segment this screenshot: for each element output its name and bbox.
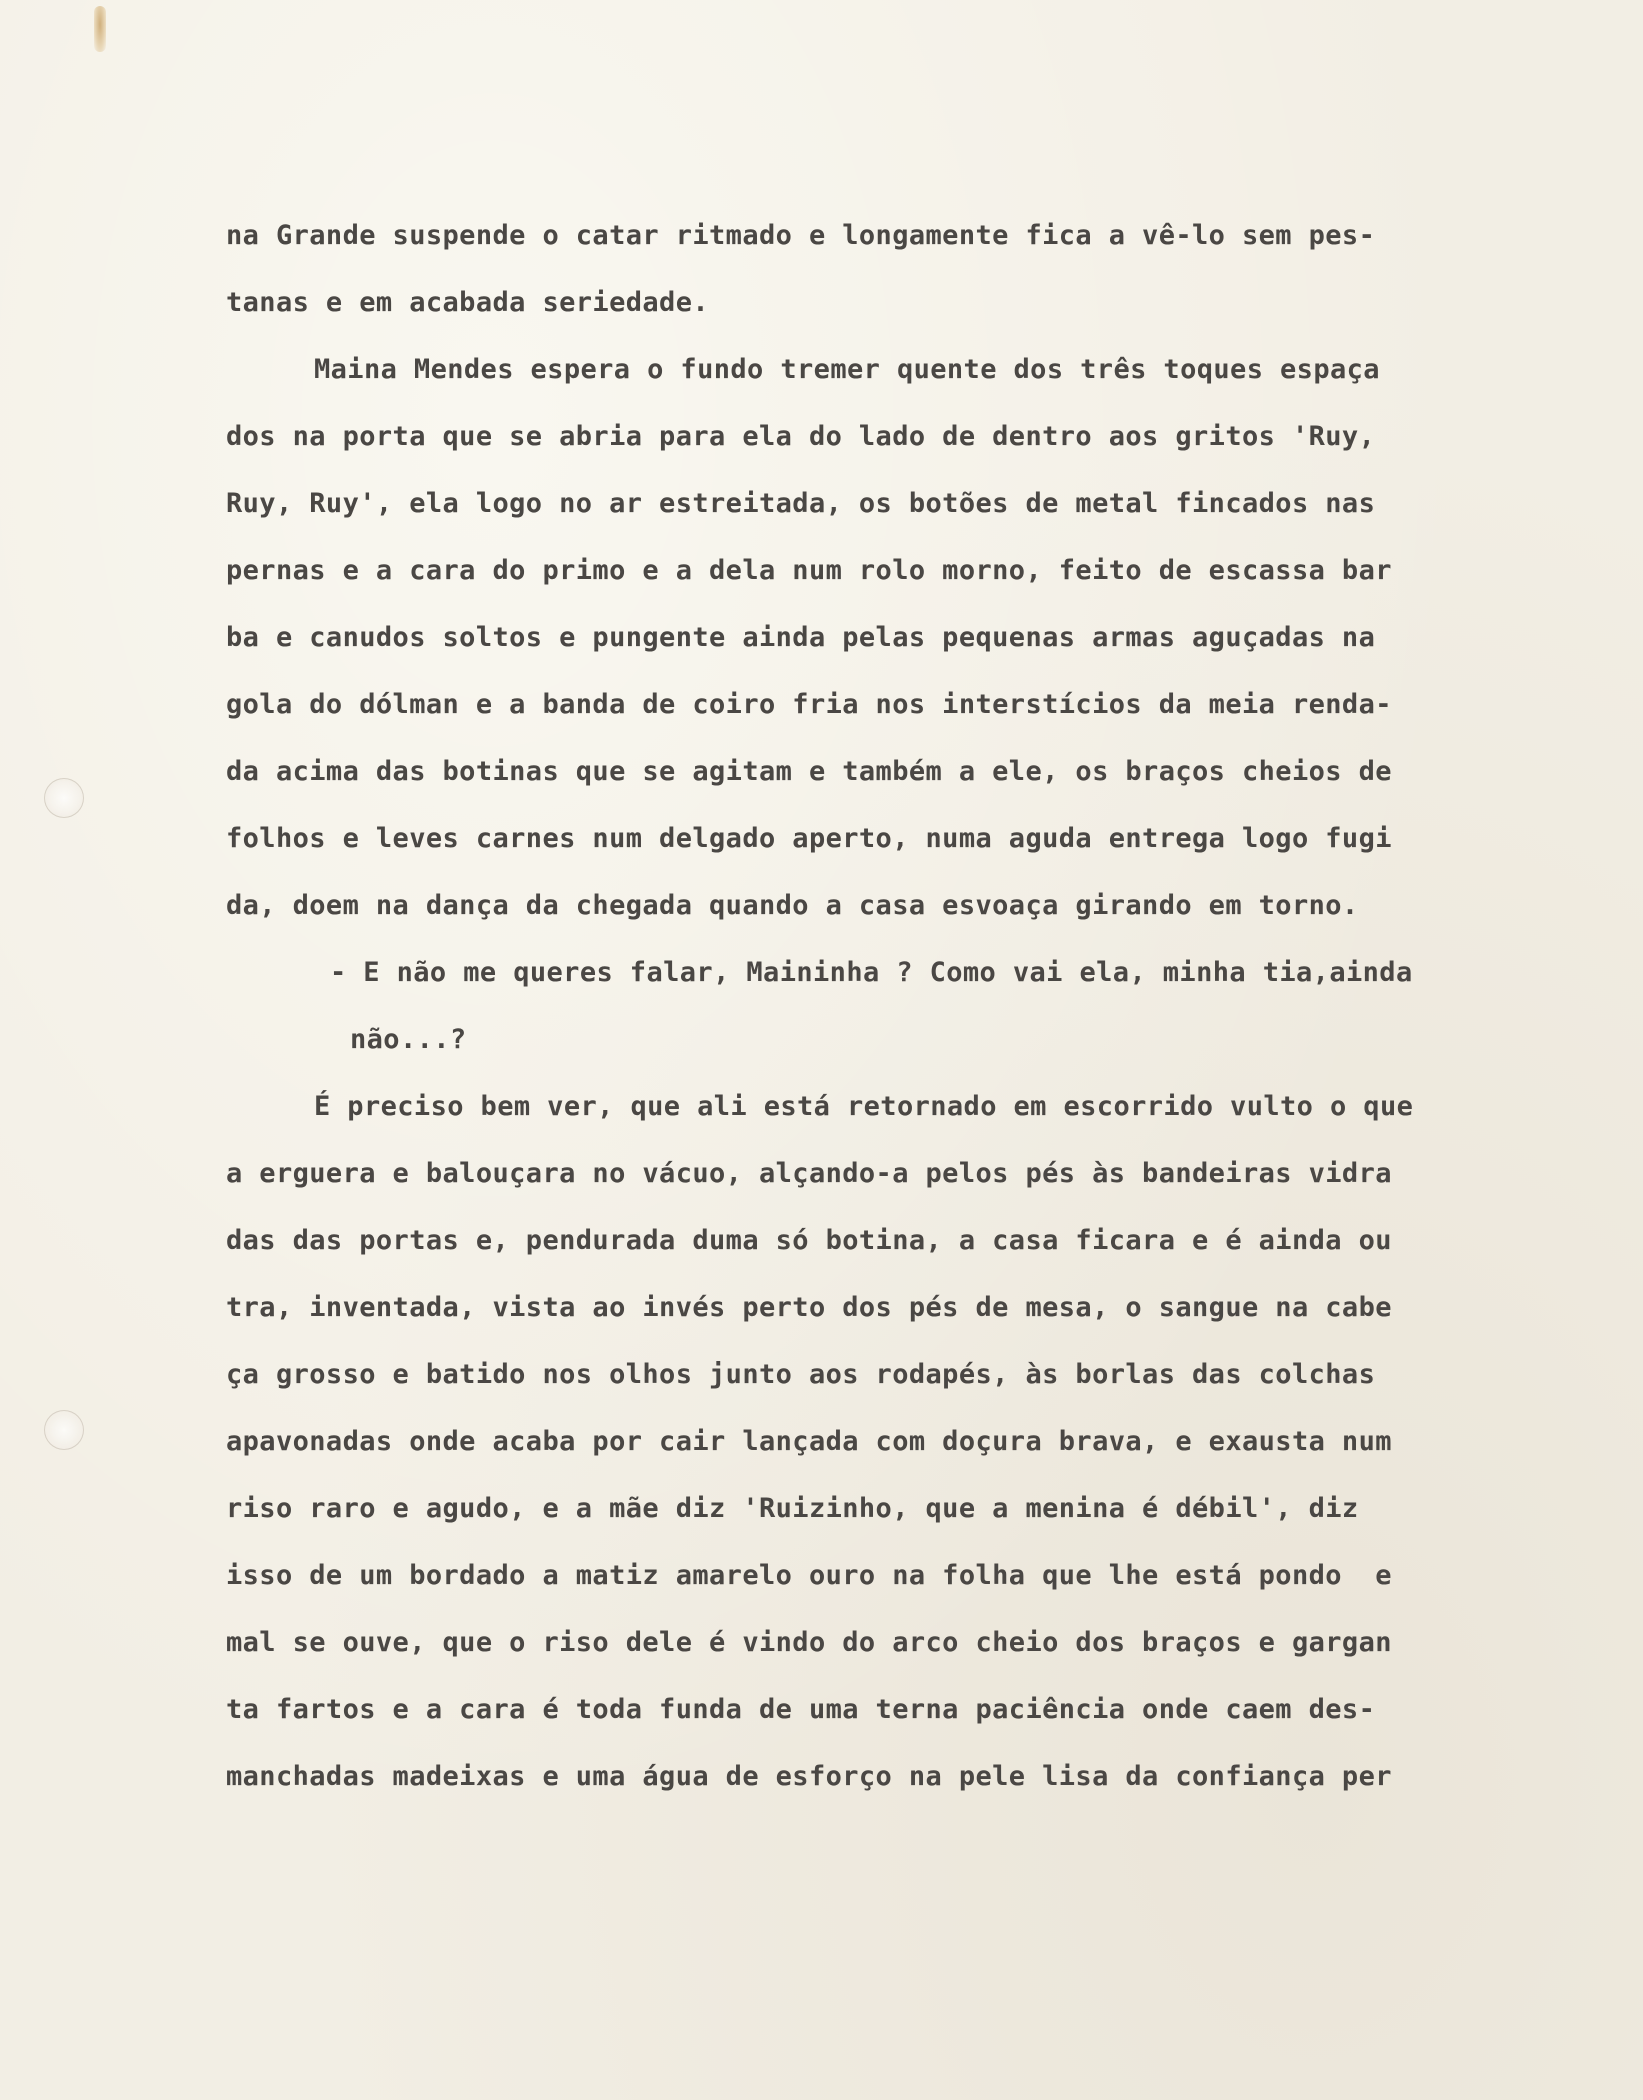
dialogue-line: - E não me queres falar, Maininha ? Como vai ela, minha tia,ainda [330, 957, 1413, 988]
text-line: gola do dólman e a banda de coiro fria nos interstícios da meia renda- [226, 689, 1392, 720]
text-line: da, doem na dança da chegada quando a casa esvoaça girando em torno. [226, 890, 1359, 921]
text-line: isso de um bordado a matiz amarelo ouro na folha que lhe está pondo e [226, 1560, 1392, 1591]
ink-smudge [94, 6, 106, 52]
text-line: dos na porta que se abria para ela do lado de dentro aos gritos 'Ruy, [226, 421, 1376, 452]
text-line: ta fartos e a cara é toda funda de uma terna paciência onde caem des- [226, 1694, 1376, 1725]
text-line: ça grosso e batido nos olhos junto aos rodapés, às borlas das colchas [226, 1359, 1376, 1390]
text-line: riso raro e agudo, e a mãe diz 'Ruizinho, que a menina é débil', diz [226, 1493, 1359, 1524]
text-line: da acima das botinas que se agitam e também a ele, os braços cheios de [226, 756, 1392, 787]
text-line: folhos e leves carnes num delgado aperto, numa aguda entrega logo fugi [226, 823, 1392, 854]
text-line: ba e canudos soltos e pungente ainda pelas pequenas armas aguçadas na [226, 622, 1376, 653]
text-line: a erguera e balouçara no vácuo, alçando-a pelos pés às bandeiras vidra [226, 1158, 1392, 1189]
text-line: pernas e a cara do primo e a dela num rolo morno, feito de escassa bar [226, 555, 1392, 586]
text-line: tra, inventada, vista ao invés perto dos pés de mesa, o sangue na cabe [226, 1292, 1392, 1323]
text-line: das das portas e, pendurada duma só botina, a casa ficara e é ainda ou [226, 1225, 1392, 1256]
text-line: mal se ouve, que o riso dele é vindo do arco cheio dos braços e gargan [226, 1627, 1392, 1658]
text-line: Ruy, Ruy', ela logo no ar estreitada, os botões de metal fincados nas [226, 488, 1376, 519]
punch-hole-upper [44, 778, 84, 818]
text-line: tanas e em acabada seriedade. [226, 287, 710, 318]
text-line: na Grande suspende o catar ritmado e longamente fica a vê-lo sem pes- [226, 220, 1376, 251]
text-line: apavonadas onde acaba por cair lançada com doçura brava, e exausta num [226, 1426, 1392, 1457]
text-line: manchadas madeixas e uma água de esforço na pele lisa da confiança per [226, 1761, 1392, 1792]
punch-hole-lower [44, 1410, 84, 1450]
text-line: É preciso bem ver, que ali está retornado em escorrido vulto o que [314, 1091, 1414, 1122]
dialogue-line: não...? [350, 1024, 467, 1055]
text-line: Maina Mendes espera o fundo tremer quente dos três toques espaça [314, 354, 1380, 385]
